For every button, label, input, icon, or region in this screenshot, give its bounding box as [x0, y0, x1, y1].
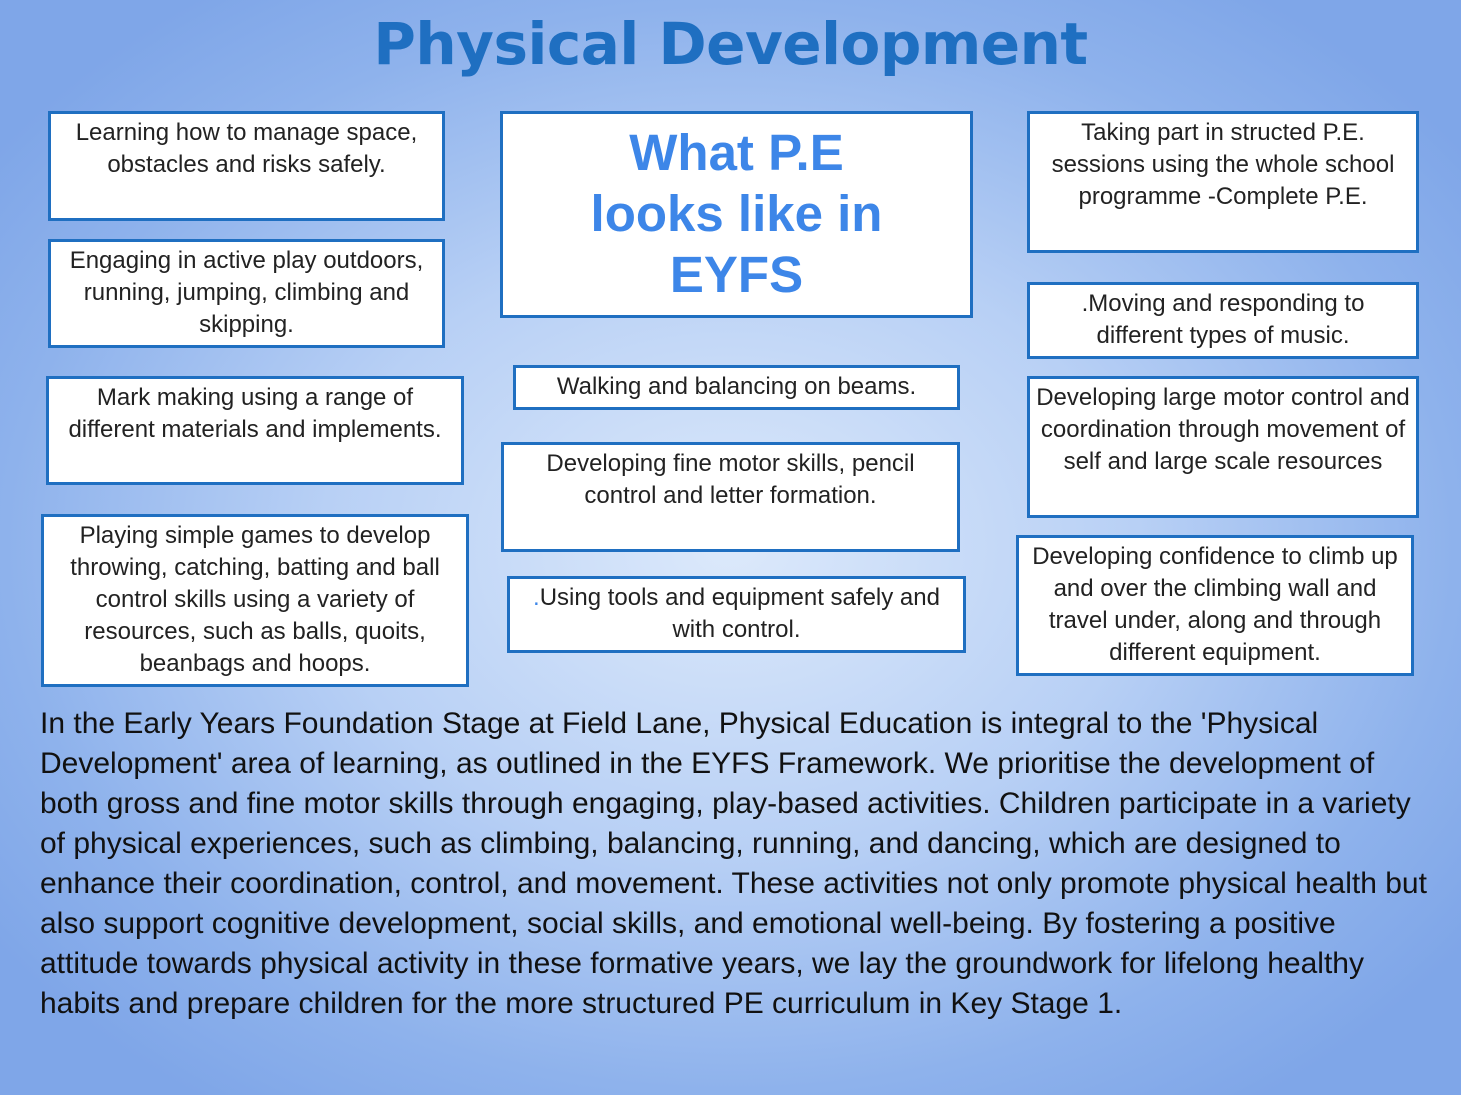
description-paragraph: In the Early Years Foundation Stage at Field Lane, Physical Education is integral to the 'Physical Development' area of learning, as outlined in the EYFS Framework. We prioritise the development of both gross and fine motor skills through engaging, play-based activities. Children participate in a variety of physical experiences, such as climbing, balancing, running, and dancing, which are designed to enhance their coordination, control, and movement. These activities not only promote physical health but also support cognitive development, social skills, and emotional well-being. By fostering a positive attitude towards physical activity in these formative years, we lay the groundwork for lifelong healthy habits and prepare children for the more structured PE curriculum in Key Stage 1.: [40, 707, 1427, 1020]
box-tools-text: Using tools and equipment safely and with control.: [539, 584, 940, 643]
box-tools-prefix: .: [533, 584, 540, 611]
box-climbing-wall: Developing confidence to climb up and over the climbing wall and travel under, along and through different equipment.: [1016, 535, 1414, 676]
box-active-play: Engaging in active play outdoors, running, jumping, climbing and skipping.: [48, 239, 445, 348]
box-simple-games: Playing simple games to develop throwing, catching, batting and ball control skills using a variety of resources, such as balls, quoits, beanbags and hoops.: [41, 514, 469, 687]
heading-box: What P.E looks like in EYFS: [500, 111, 973, 318]
box-manage-space: Learning how to manage space, obstacles and risks safely.: [48, 111, 445, 221]
box-music: .Moving and responding to different types of music.: [1027, 282, 1419, 359]
box-large-motor: Developing large motor control and coordination through movement of self and large scale resources: [1027, 376, 1419, 518]
box-tools-equipment: [507, 576, 966, 653]
box-mark-making: Mark making using a range of different materials and implements.: [46, 376, 464, 485]
box-fine-motor: Developing fine motor skills, pencil control and letter formation.: [501, 442, 960, 552]
box-structured-pe: Taking part in structed P.E. sessions using the whole school programme -Complete P.E.: [1027, 111, 1419, 253]
box-balancing-beams: Walking and balancing on beams.: [513, 365, 960, 410]
page-title: Physical Development: [373, 10, 1088, 78]
